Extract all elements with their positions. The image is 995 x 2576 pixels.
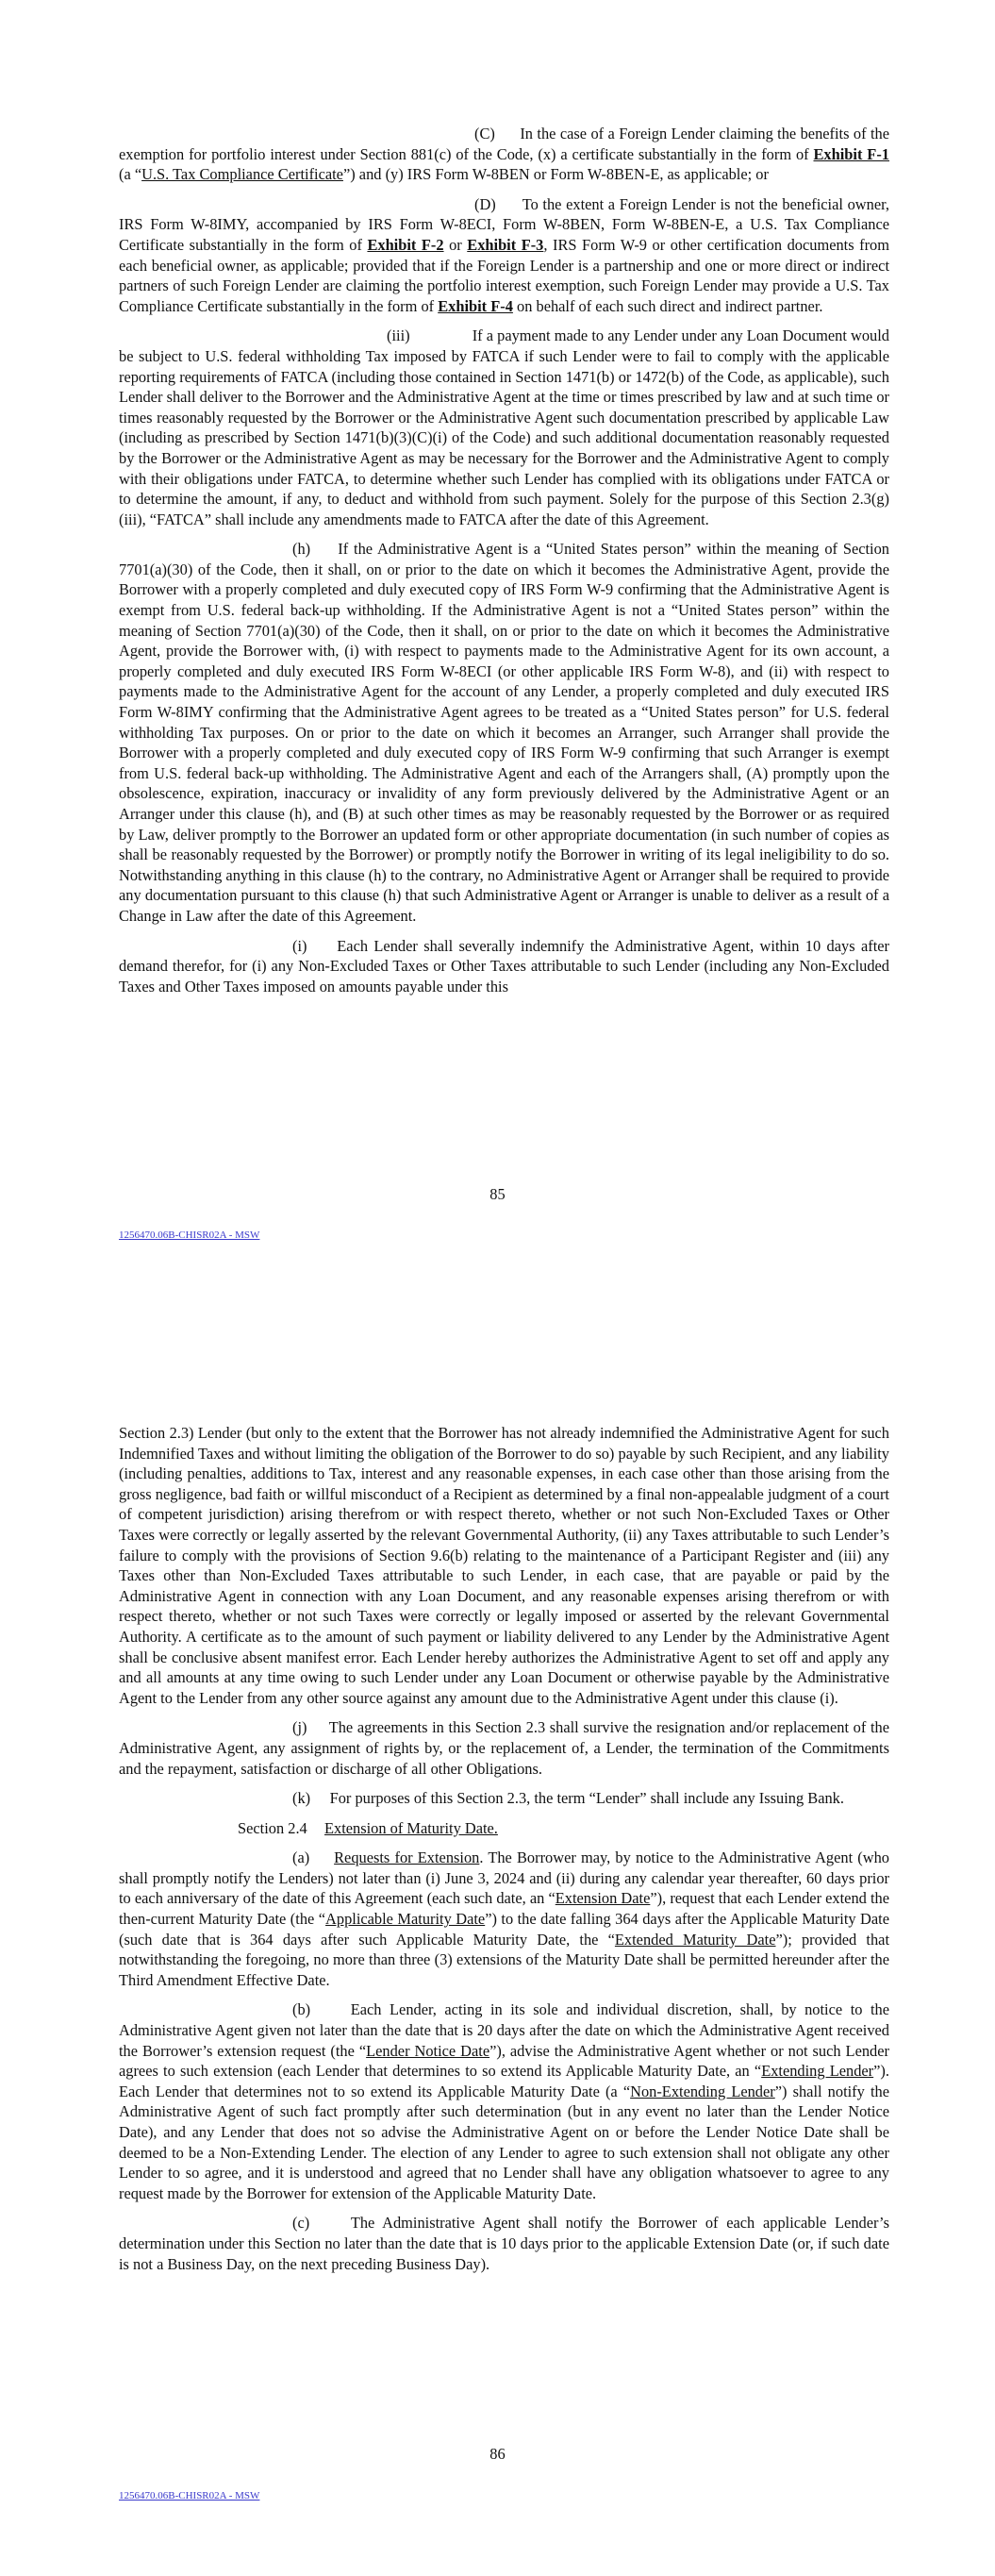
paragraph-b: (b) Each Lender, acting in its sole and individual discretion, shall, by notice to the Administrative Agent given not later than the date that is 20 days after the date on which the Administrative Agent received the Borrower’s extension request (the “Lender Notice Date”), advise the Administrative Agent whether or not such Lender agrees to such extension (each Lender that determines to so extend its Applicable Maturity Date, an “Extending Lender”). Each Lender that determines not to so extend its Applicable Maturity Date (a “Non-Extending Lender”) shall notify the Administrative Agent of such fact promptly after such determination (but in any event no later than the Lender Notice Date), and any Lender that does not so advise the Administrative Agent on or before the Lender Notice Date shall be deemed to be a Non-Extending Lender. The election of any Lender to agree to such extension shall not obligate any other Lender to so agree, and it is understood and agreed that no Lender shall have any obligation whatsoever to agree to any request made by the Borrower for extension of the Applicable Maturity Date. <box>119 2000 889 2202</box>
paragraph-label: (h) <box>292 540 311 559</box>
defined-term: Applicable Maturity Date <box>325 1910 486 1929</box>
defined-term: Extending Lender <box>761 2062 874 2081</box>
exhibit-reference: Exhibit F-1 <box>813 144 889 163</box>
paragraph-iii: (iii) If a payment made to any Lender under any Loan Document would be subject to U.S. federal withholding Tax imposed by FATCA if such Lender were to fail to comply with the applicable reporting requirements of FATCA (including those contained in Section 1471(b) or 1472(b) of the Code, as applicable), such Lender shall deliver to the Borrower and the Administrative Agent at the time or times prescribed by law and at such time or times reasonably requested by the Borrower or the Administrative Agent such documentation prescribed by applicable Law (including as prescribed by Section 1471(b)(3)(C)(i) of the Code) and such additional documentation reasonably requested by the Borrower or the Administrative Agent as may be necessary for the Borrower and the Administrative Agent to comply with their obligations under FATCA, to determine whether such Lender has complied with its obligations under FATCA or to determine the amount, if any, to deduct and withhold from such payment. Solely for the purpose of this Section 2.3(g)(iii), “FATCA” shall include any amendments made to FATCA after the date of this Agreement. <box>119 326 889 528</box>
paragraph-c: (c) The Administrative Agent shall notify the Borrower of each applicable Lender’s determination under this Section no later than the date that is 10 days prior to the applicable Extension Date (or, if such date is not a Business Day, on the next preceding Business Day). <box>119 2214 889 2273</box>
section-heading <box>119 1818 889 1839</box>
exhibit-reference: Exhibit F-4 <box>438 296 513 315</box>
defined-term: Extension Date <box>555 1889 651 1908</box>
defined-term: Lender Notice Date <box>366 2041 490 2060</box>
page-number: 86 <box>489 2445 506 2463</box>
page-number: 85 <box>489 1185 506 1203</box>
paragraph-label: (j) <box>292 1718 307 1737</box>
paragraph-k: (k) For purposes of this Section 2.3, the term “Lender” shall include any Issuing Bank. <box>292 1789 844 1808</box>
section-title: Extension of Maturity Date. <box>324 1818 498 1837</box>
paragraph-label: (a) <box>292 1848 310 1867</box>
paragraph-C: (C) In the case of a Foreign Lender claiming the benefits of the exemption for portfolio interest under Section 881(c) of the Code, (x) a certificate substantially in the form of Exhibit F-1 (a “U.S. Tax Compliance Certificate”) and (y) IRS Form W-8BEN or Form W-8BEN-E, as applicable; or <box>119 125 889 184</box>
paragraph-label: (c) <box>292 2214 310 2233</box>
paragraph-D: (D) To the extent a Foreign Lender is not the beneficial owner, IRS Form W-8IMY, accompanied by IRS Form W-8ECI, Form W-8BEN, Form W-8BEN-E, a U.S. Tax Compliance Certificate substantially in the form of Exhibit F-2 or Exhibit F-3, IRS Form W-9 or other certification documents from each beneficial owner, as applicable; provided that if the Foreign Lender is a partnership and one or more direct or indirect partners of such Foreign Lender are claiming the portfolio interest exemption, such Foreign Lender may provide a U.S. Tax Compliance Certificate substantially in the form of Exhibit F-4 on behalf of each such direct and indirect partner. <box>119 194 889 315</box>
page-body <box>119 1423 889 2283</box>
paragraph-label: (C) <box>474 125 495 142</box>
paragraph-i-continued: Section 2.3) Lender (but only to the extent that the Borrower has not already indemnified the Administrative Agent for such Indemnified Taxes and without limiting the obligation of the Borrower to do so) payable by such Recipient, and any liability (including penalties, additions to Tax, interest and any reasonable expenses, in each case other than those arising from the gross negligence, bad faith or willful misconduct of a Recipient as determined by a final non-appealable judgment of a court of competent jurisdiction) arising therefrom or with respect thereto, whether or not such Non-Excluded Taxes or Other Taxes were correctly or legally asserted by the relevant Governmental Authority, (ii) any Taxes attributable to such Lender’s failure to comply with the provisions of Section 9.6(b) relating to the maintenance of a Participant Register and (iii) any Taxes other than Non-Excluded Taxes attributable to such Lender, in each case, that are payable or paid by the Administrative Agent in connection with any Loan Document, and any reasonable expenses arising therefrom or with respect thereto, whether or not such Taxes were correctly or legally imposed or asserted by the relevant Governmental Authority. A certificate as to the amount of such payment or liability delivered to any Lender by the Administrative Agent shall be conclusive absent manifest error. Each Lender hereby authorizes the Administrative Agent to set off and apply any and all amounts at any time owing to such Lender under any Loan Document or otherwise payable by the Administrative Agent to the Lender from any other source against any amount due to the Administrative Agent under this clause (i). <box>119 1424 889 1707</box>
paragraph-a: (a) Requests for Extension. The Borrower may, by notice to the Administrative Agent (who shall promptly notify the Lenders) not later than (i) June 3, 2024 and (ii) during any calendar year thereafter, 60 days prior to each anniversary of the date of this Agreement (each such date, an “Extension Date”), request that each Lender extend the then-current Maturity Date (the “Applicable Maturity Date”) to the date falling 364 days after the Applicable Maturity Date (such date that is 364 days after such Applicable Maturity Date, the “Extended Maturity Date”); provided that notwithstanding the foregoing, no more than three (3) extensions of the Maturity Date shall be permitted hereunder after the Third Amendment Effective Date. <box>119 1848 889 1989</box>
defined-term: Extended Maturity Date <box>614 1930 776 1949</box>
defined-term: U.S. Tax Compliance Certificate <box>141 165 343 184</box>
exhibit-reference: Exhibit F-3 <box>467 235 544 254</box>
paragraph-label: (i) <box>292 936 307 955</box>
paragraph-label: (b) <box>292 2000 311 2019</box>
exhibit-reference: Exhibit F-2 <box>367 235 444 254</box>
paragraph-i: (i) Each Lender shall severally indemnify the Administrative Agent, within 10 days after demand therefor, for (i) any Non-Excluded Taxes or Other Taxes attributable to such Lender (including any Non-Excluded Taxes and Other Taxes imposed on amounts payable under this <box>119 936 889 995</box>
document-footer-link[interactable]: 1256470.06B-CHISR02A - MSW <box>119 2490 260 2501</box>
document-page-86 <box>0 1288 995 2576</box>
paragraph-label: (iii) <box>387 326 410 345</box>
page-body <box>119 124 889 1006</box>
document-footer-link[interactable]: 1256470.06B-CHISR02A - MSW <box>119 1229 260 1241</box>
section-number: Section 2.4 <box>238 1818 307 1837</box>
paragraph-h: (h) If the Administrative Agent is a “United States person” within the meaning of Section 7701(a)(30) of the Code, then it shall, on or prior to the date on which it becomes the Administrative Agent, provide the Borrower with a properly completed and duly executed copy of IRS Form W-9 confirming that the Administrative Agent is exempt from U.S. federal back-up withholding. If the Administrative Agent is not a “United States person” within the meaning of Section 7701(a)(30) of the Code, then it shall, on or prior to the date on which it becomes the Administrative Agent, provide the Borrower with, (i) with respect to payments made to the Administrative Agent for its own account, a properly completed and duly executed IRS Form W-8ECI (or other applicable IRS Form W-8), and (ii) with respect to payments made to the Administrative Agent for the account of any Lender, a properly completed and duly executed IRS Form W-8IMY confirming that the Administrative Agent agrees to be treated as a “United States person” for U.S. federal withholding Tax purposes. On or prior to the date on which it becomes an Arranger, such Arranger shall provide the Borrower with a properly completed and duly executed copy of IRS Form W-9 confirming that such Arranger is exempt from U.S. federal back-up withholding. The Administrative Agent and each of the Arrangers shall, (A) promptly upon the obsolescence, expiration, inaccuracy or invalidity of any form previously delivered by the Administrative Agent or an Arranger under this clause (h), and (B) at such other times as may be reasonably requested by the Borrower or as required by Law, deliver promptly to the Borrower an updated form or other appropriate documentation (in such number of copies as shall be reasonably requested by the Borrower) or promptly notify the Borrower in writing of its legal ineligibility to do so. Notwithstanding anything in this clause (h) to the contrary, no Administrative Agent or Arranger shall be required to provide any documentation pursuant to this clause (h) that such Administrative Agent or Arranger is unable to deliver as a result of a Change in Law after the date of this Agreement. <box>119 540 889 925</box>
defined-term: Non-Extending Lender <box>630 2082 775 2100</box>
paragraph-j: (j) The agreements in this Section 2.3 shall survive the resignation and/or replacement of the Administrative Agent, any assignment of rights by, or the replacement of, a Lender, the termination of the Commitments and the repayment, satisfaction or discharge of all other Obligations. <box>119 1718 889 1778</box>
paragraph-label: (D) <box>474 194 496 213</box>
paragraph-heading: Requests for Extension <box>334 1848 480 1867</box>
paragraph-label: (k) <box>292 1789 311 1808</box>
